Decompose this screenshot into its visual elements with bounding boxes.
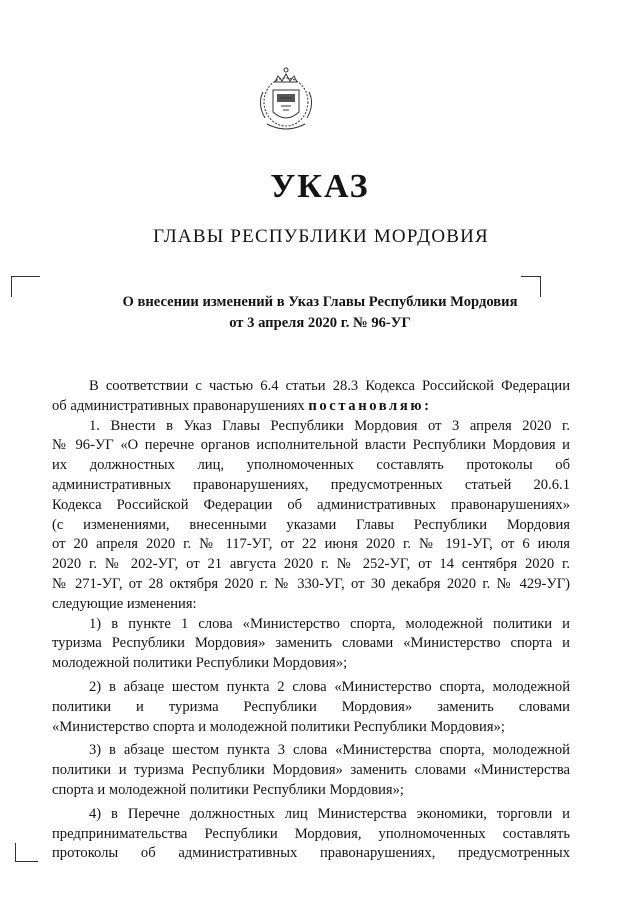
- intro-text: об административных правонарушениях: [52, 397, 309, 414]
- text-line: предпринимательства Республики Мордовия, уполномоченных составлять: [52, 825, 570, 842]
- decree-heading: [60, 292, 580, 333]
- text-line: следующие изменения:: [52, 595, 197, 612]
- heading-line: от 3 апреля 2020 г. № 96-УГ: [229, 314, 411, 331]
- document-subtitle: ГЛАВЫ РЕСПУБЛИКИ МОРДОВИЯ: [153, 226, 489, 247]
- item-1: [52, 615, 570, 674]
- text-line: административных правонарушениях, предусмотренных статьей 20.6.1: [52, 476, 570, 493]
- text-line: № 96-УГ «О перечне органов исполнительной власти Республики Мордовия и: [52, 437, 570, 454]
- text-line: политики и туризма Республики Мордовия» заменить словами: [52, 698, 570, 715]
- corner-mark-bottom-left: [15, 843, 38, 862]
- text-line: молодежной политики Республики Мордовия»;: [52, 655, 348, 672]
- coat-of-arms-icon: [251, 62, 321, 142]
- text-line: Кодекса Российской Федерации об административных правонарушениях»: [52, 496, 570, 513]
- document-title: УКАЗ: [270, 168, 370, 205]
- item-2: [52, 678, 570, 737]
- text-line: политики и туризма Республики Мордовия» заменить словами «Министерства: [52, 762, 570, 779]
- text-line: спорта и молодежной политики Республики Мордовия»;: [52, 781, 404, 798]
- text-line: «Министерство спорта и молодежной политики Республики Мордовия»;: [52, 718, 505, 735]
- decree-body: [52, 377, 570, 864]
- text-line: 1) в пункте 1 слова «Министерство спорта, молодежной политики и: [89, 615, 570, 632]
- text-line: от 20 апреля 2020 г. № 117-УГ, от 22 июня 2020 г. № 191-УГ, от 6 июля: [52, 536, 570, 553]
- text-line: протоколы об административных правонарушениях, предусмотренных: [52, 845, 570, 862]
- text-line: 1. Внести в Указ Главы Республики Мордовия от 3 апреля 2020 г.: [89, 417, 570, 434]
- text-line: 2020 г. № 202-УГ, от 21 августа 2020 г. № 252-УГ, от 14 сентября 2020 г.: [52, 556, 570, 573]
- item-4: [52, 805, 570, 864]
- text-line: (с изменениями, внесенными указами Главы Республики Мордовия: [52, 516, 570, 533]
- intro-line: [52, 397, 570, 417]
- text-line: 2) в абзаце шестом пункта 2 слова «Министерство спорта, молодежной: [89, 678, 570, 695]
- corner-mark-top-left: [11, 276, 40, 297]
- text-line: их должностных лиц, уполномоченных составлять протоколы об: [52, 457, 570, 474]
- text-line: 3) в абзаце шестом пункта 3 слова «Министерства спорта, молодежной: [89, 742, 570, 759]
- text-line: туризма Республики Мордовия» заменить словами «Министерство спорта и: [52, 635, 570, 652]
- text-line: № 271-УГ, от 28 октября 2020 г. № 330-УГ, от 30 декабря 2020 г. № 429-УГ): [52, 575, 570, 592]
- text-line: 4) в Перечне должностных лиц Министерства экономики, торговли и: [89, 805, 570, 822]
- heading-line: О внесении изменений в Указ Главы Республики Мордовия: [122, 294, 518, 310]
- paragraph-1: [52, 417, 570, 615]
- intro-line: В соответствии с частью 6.4 статьи 28.3 Кодекса Российской Федерации: [89, 378, 570, 394]
- decree-verb: постановляю:: [308, 397, 432, 414]
- item-3: [52, 741, 570, 800]
